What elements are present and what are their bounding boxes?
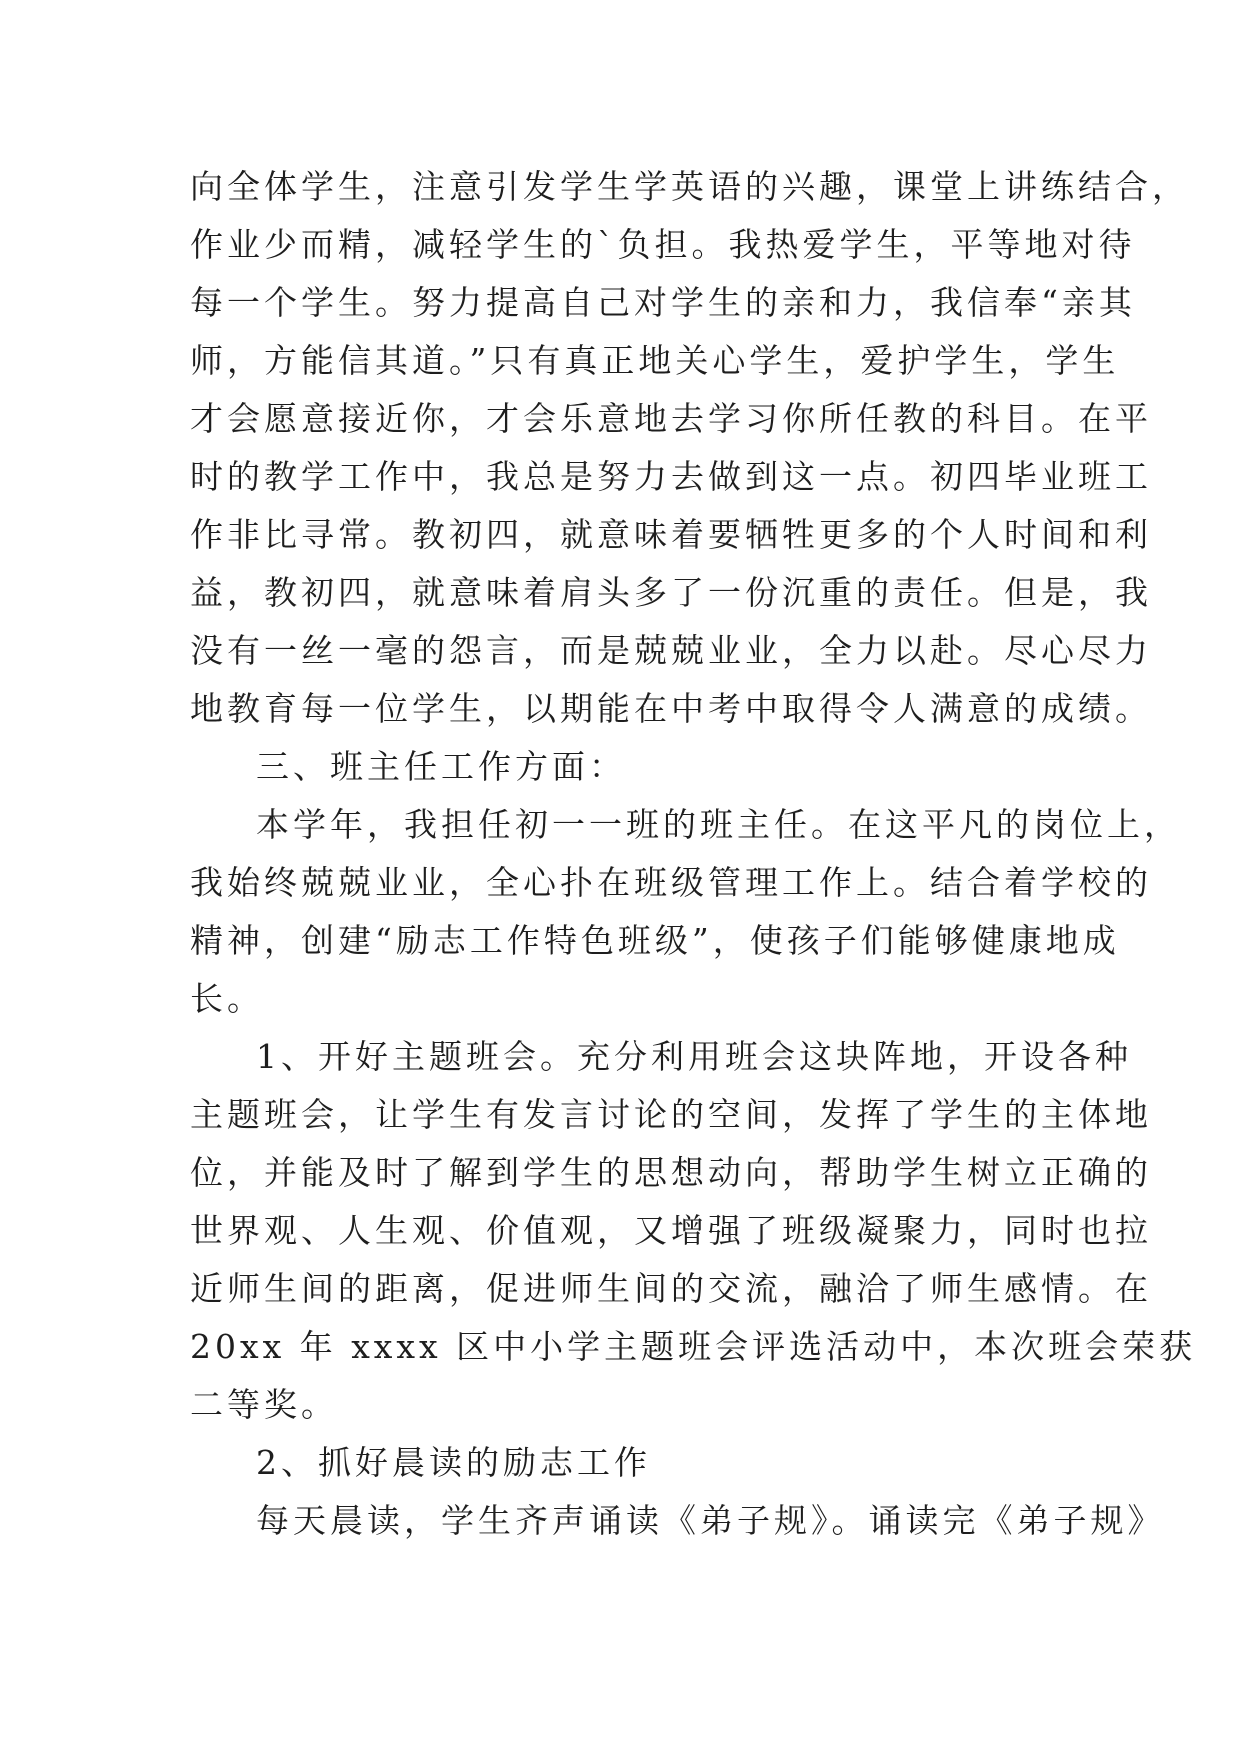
text-line: 二等奖。 (190, 1385, 338, 1424)
text-line: 每一个学生。努力提高自己对学生的亲和力，我信奉“亲其 (190, 283, 1136, 322)
text-line: 精神，创建“励志工作特色班级”，使孩子们能够健康地成 (190, 921, 1120, 960)
text-line: 才会愿意接近你，才会乐意地去学习你所任教的科目。在平 (190, 399, 1152, 438)
text-line: 没有一丝一毫的怨言，而是兢兢业业，全力以赴。尽心尽力 (190, 631, 1152, 670)
text-line: 向全体学生，注意引发学生学英语的兴趣，课堂上讲练结合， (190, 167, 1189, 206)
text-line: 益，教初四，就意味着肩头多了一份沉重的责任。但是，我 (190, 573, 1152, 612)
text-line: 2、抓好晨读的励志工作 (256, 1443, 651, 1482)
text-line: 位，并能及时了解到学生的思想动向，帮助学生树立正确的 (190, 1153, 1152, 1192)
text-line: 长。 (190, 979, 264, 1018)
text-line: 地教育每一位学生，以期能在中考中取得令人满意的成绩。 (190, 689, 1152, 728)
text-line: 世界观、人生观、价值观，又增强了班级凝聚力，同时也拉 (190, 1211, 1152, 1250)
text-line: 作非比寻常。教初四，就意味着要牺牲更多的个人时间和利 (190, 515, 1152, 554)
text-line: 时的教学工作中，我总是努力去做到这一点。初四毕业班工 (190, 457, 1152, 496)
document-body (190, 158, 1197, 1550)
text-line: 本学年，我担任初一一班的班主任。在这平凡的岗位上， (256, 805, 1181, 844)
text-line: 每天晨读，学生齐声诵读《弟子规》。诵读完《弟子规》 (256, 1501, 1165, 1540)
text-line: 我始终兢兢业业，全心扑在班级管理工作上。结合着学校的 (190, 863, 1152, 902)
text-line: 主题班会，让学生有发言讨论的空间，发挥了学生的主体地 (190, 1095, 1152, 1134)
text-line: 1、开好主题班会。充分利用班会这块阵地，开设各种 (256, 1037, 1132, 1076)
text-line: 三、班主任工作方面： (256, 747, 626, 786)
text-line: 近师生间的距离，促进师生间的交流，融洽了师生感情。在 (190, 1269, 1152, 1308)
text-line: 师，方能信其道。”只有真正地关心学生，爱护学生，学生 (190, 341, 1120, 380)
text-line: 20xx 年 xxxx 区中小学主题班会评选活动中，本次班会荣获 (190, 1327, 1197, 1366)
text-line: 作业少而精，减轻学生的`负担。我热爱学生，平等地对待 (190, 225, 1136, 264)
